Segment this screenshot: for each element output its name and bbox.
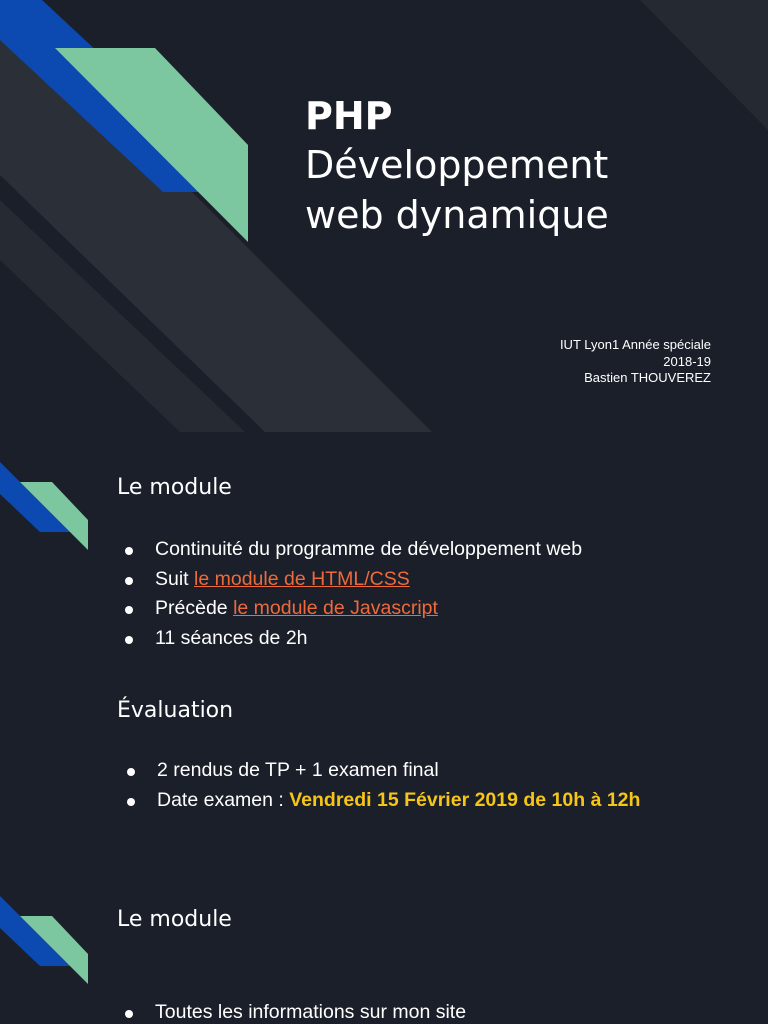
module-slide (0, 432, 768, 864)
list-item (155, 565, 582, 595)
slide-subtitle-line1: Développement (305, 143, 609, 187)
module-info-list (155, 998, 466, 1024)
bullet-icon (125, 547, 133, 555)
bullet-icon (125, 1010, 133, 1018)
bullet-icon (127, 798, 135, 806)
bullet-icon (125, 636, 133, 644)
section-heading-module: Le module (117, 907, 232, 932)
list-item (155, 624, 582, 654)
html-css-module-link[interactable]: le module de HTML/CSS (194, 567, 410, 590)
list-item-text: Date examen : (157, 788, 290, 811)
title-block (305, 92, 745, 240)
exam-date: Vendredi 15 Février 2019 de 10h à 12h (289, 788, 641, 811)
meta-year: 2018-19 (663, 353, 711, 369)
bullet-icon (125, 577, 133, 585)
meta-author: Bastien THOUVEREZ (584, 370, 711, 385)
list-item-text: Continuité du programme de développement web (155, 538, 583, 560)
module-slide-2 (0, 864, 768, 1024)
list-item-text: Suit (155, 567, 195, 590)
section-heading-evaluation: Évaluation (117, 698, 234, 723)
list-item (157, 786, 640, 816)
list-item (157, 756, 640, 786)
section-heading-module: Le module (117, 475, 232, 500)
javascript-module-link[interactable]: le module de Javascript (233, 597, 438, 619)
list-item (155, 594, 582, 624)
evaluation-list (157, 756, 640, 815)
decorative-stripes (0, 432, 100, 562)
decorative-stripes (0, 864, 100, 994)
list-item (155, 535, 582, 565)
module-list (155, 535, 582, 653)
list-item (155, 998, 466, 1024)
list-item-text: Précède (155, 597, 234, 619)
slide-title: PHP (305, 94, 393, 138)
meta-institution: IUT Lyon1 Année spéciale (559, 337, 711, 352)
list-item-text: 2 rendus de TP + 1 examen final (157, 759, 439, 781)
bullet-icon (125, 606, 133, 614)
slide-subtitle-line2: web dynamique (305, 193, 609, 237)
list-item-text: Toutes les informations sur mon site (155, 1001, 467, 1023)
slide-meta (560, 337, 711, 387)
bullet-icon (127, 768, 135, 776)
title-slide (0, 0, 768, 432)
list-item-text: 11 séances de 2h (155, 626, 308, 649)
